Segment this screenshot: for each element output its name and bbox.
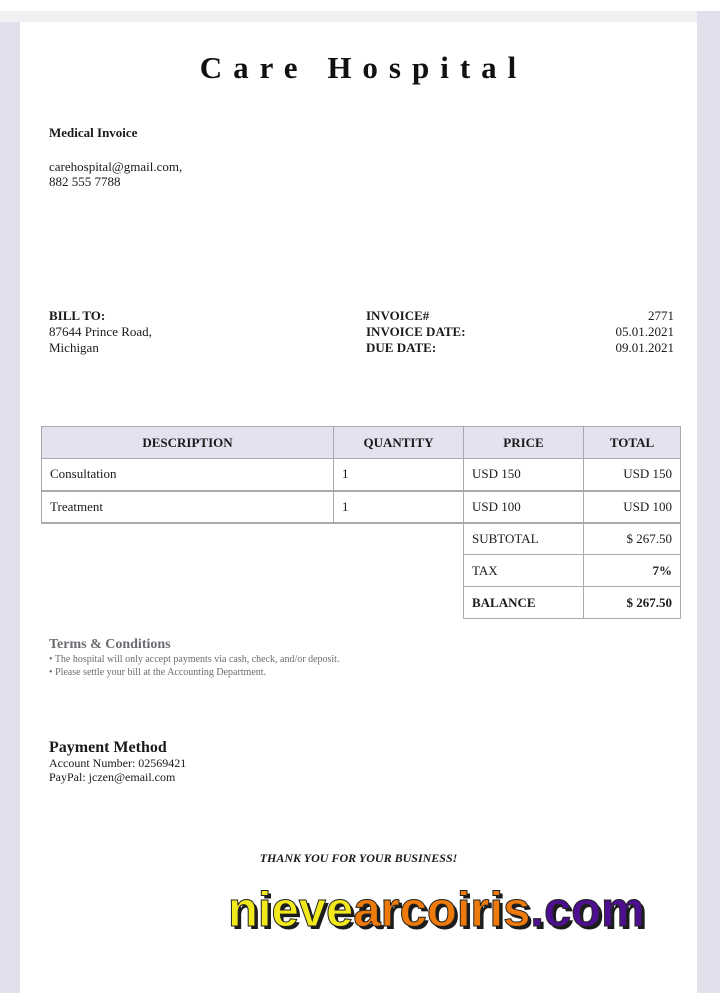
header-price: PRICE	[464, 427, 584, 459]
terms-heading: Terms & Conditions	[49, 637, 171, 652]
watermark-part-nieve: nieve	[228, 883, 354, 937]
header-description: DESCRIPTION	[42, 427, 334, 459]
subtotal-value: $ 267.50	[584, 523, 681, 555]
spacer-cell	[42, 523, 464, 555]
invoice-page	[20, 22, 697, 993]
viewer-top-band	[0, 11, 697, 22]
invoice-date-value: 05.01.2021	[615, 324, 674, 339]
subtotal-label: SUBTOTAL	[464, 523, 584, 555]
terms-item: • The hospital will only accept payments via cash, check, and/or deposit.	[49, 654, 340, 665]
tax-value: 7%	[584, 555, 681, 587]
subtotal-row	[42, 523, 681, 555]
viewer-left-margin	[0, 22, 20, 993]
invoice-meta-block	[366, 308, 674, 356]
terms-block	[49, 637, 339, 679]
item-description: Consultation	[42, 459, 334, 491]
contact-phone: 882 555 7788	[49, 174, 121, 189]
header-total: TOTAL	[584, 427, 681, 459]
spacer-cell	[42, 587, 464, 619]
table-row	[42, 459, 681, 491]
invoice-number-label: INVOICE#	[366, 308, 430, 323]
payment-account-number: Account Number: 02569421	[49, 756, 187, 770]
thank-you-note: THANK YOU FOR YOUR BUSINESS!	[259, 851, 458, 865]
header-quantity: QUANTITY	[334, 427, 464, 459]
table-row	[42, 491, 681, 523]
invoice-number-value: 2771	[648, 308, 674, 323]
invoice-date-row	[366, 324, 674, 340]
spacer-cell	[42, 555, 464, 587]
invoice-date-label: INVOICE DATE:	[366, 324, 466, 339]
watermark-logo	[228, 882, 645, 938]
item-quantity: 1	[334, 491, 464, 523]
document-subtitle: Medical Invoice	[49, 125, 138, 140]
balance-value: $ 267.50	[584, 587, 681, 619]
due-date-value: 09.01.2021	[615, 340, 674, 355]
contact-block	[49, 159, 182, 189]
item-price: USD 150	[464, 459, 584, 491]
bill-to-label: BILL TO:	[49, 308, 106, 323]
tax-label: TAX	[464, 555, 584, 587]
contact-email: carehospital@gmail.com,	[49, 159, 183, 174]
item-total: USD 150	[584, 459, 681, 491]
payment-method-block	[49, 739, 186, 784]
terms-item: • Please settle your bill at the Accounting Department.	[49, 667, 267, 678]
watermark-part-arcoiris: arcoiris	[353, 883, 531, 937]
item-price: USD 100	[464, 491, 584, 523]
bill-to-address-line1: 87644 Prince Road,	[49, 324, 152, 339]
bill-to-block	[49, 308, 152, 356]
table-header-row	[42, 427, 681, 459]
payment-heading: Payment Method	[49, 739, 167, 756]
tax-row	[42, 555, 681, 587]
due-date-row	[366, 340, 674, 356]
due-date-label: DUE DATE:	[366, 340, 437, 355]
viewer-right-scroll-area[interactable]	[697, 11, 720, 993]
invoice-items-table	[41, 426, 681, 619]
item-quantity: 1	[334, 459, 464, 491]
invoice-number-row	[366, 308, 674, 324]
payment-paypal: PayPal: jczen@email.com	[49, 770, 176, 784]
balance-label: BALANCE	[464, 587, 584, 619]
watermark-part-com: .com	[530, 883, 645, 937]
bill-to-address-line2: Michigan	[49, 340, 99, 355]
hospital-title: Care Hospital	[199, 50, 528, 85]
balance-row	[42, 587, 681, 619]
item-description: Treatment	[42, 491, 334, 523]
item-total: USD 100	[584, 491, 681, 523]
